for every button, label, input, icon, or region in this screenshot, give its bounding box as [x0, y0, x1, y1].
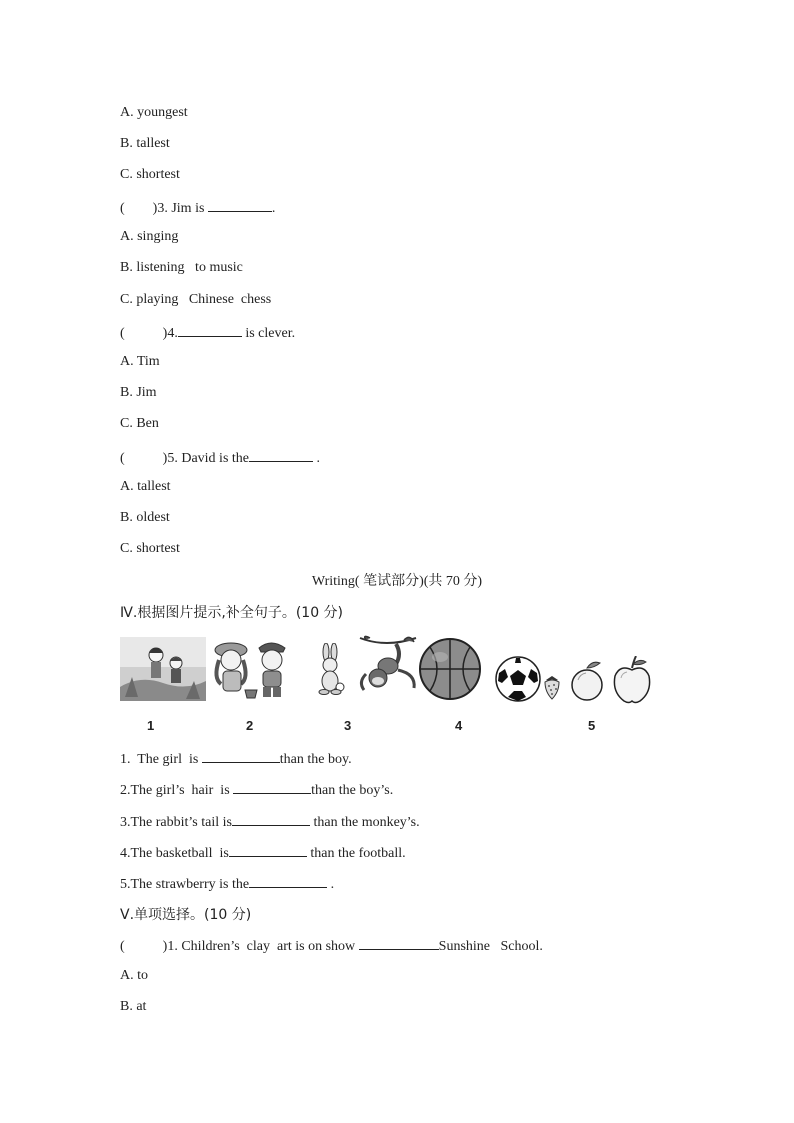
option-b: B. listening to music [120, 260, 243, 275]
question-text: 5. David is the [167, 451, 249, 466]
option-c: C. shortest [120, 541, 180, 556]
picture-label-3: 3 [344, 718, 352, 733]
option-b: B. Jim [120, 385, 157, 400]
section-5-question-1 [120, 935, 543, 956]
option-a: A. tallest [120, 479, 171, 494]
picture-label-5: 5 [588, 718, 596, 733]
sentence-text: 1. The girl is [120, 752, 202, 767]
option-c: C. shortest [120, 167, 180, 182]
option-a: A. youngest [120, 105, 188, 120]
strawberry-icon [542, 674, 562, 700]
sentence-text-end: than the monkey’s. [309, 815, 420, 830]
sentence-1 [120, 748, 352, 769]
orange-icon [570, 660, 604, 702]
monkey-icon [356, 634, 420, 694]
girl-boy-playing-picture [120, 637, 206, 701]
picture-label-2: 2 [246, 718, 254, 733]
sentence-text-end: than the boy’s. [311, 783, 394, 798]
question-4 [120, 322, 295, 343]
sentence-4 [120, 842, 406, 863]
answer-paren-close: ) [162, 326, 168, 341]
answer-paren-open: ( [120, 201, 125, 216]
option-a: A. singing [120, 229, 179, 244]
sentence-3 [120, 811, 420, 832]
sentence-text-end: than the football. [306, 846, 406, 861]
fill-blank[interactable] [249, 873, 327, 888]
apple-icon [612, 656, 652, 704]
answer-paren-open: ( [120, 326, 125, 341]
option-b: B. tallest [120, 136, 170, 151]
answer-paren-open: ( [120, 939, 125, 954]
question-text-end: . [313, 451, 320, 466]
section-4-title: Ⅳ.根据图片提示,补全句子。(10 分) [120, 605, 344, 621]
fill-blank[interactable] [208, 197, 272, 212]
fill-blank[interactable] [178, 322, 242, 337]
sentence-text-end: than the boy. [279, 752, 352, 767]
question-text-end: . [271, 201, 276, 216]
option-c: C. playing Chinese chess [120, 292, 272, 307]
sentence-text: 5.The strawberry is the [120, 877, 250, 892]
question-5 [120, 447, 320, 468]
option-c: C. Ben [120, 416, 159, 431]
girl-boy-hair-picture [207, 638, 297, 700]
fill-blank[interactable] [229, 842, 307, 857]
sentence-text: 2.The girl’s hair is [120, 783, 234, 798]
football-icon [494, 655, 542, 703]
option-b: B. at [120, 999, 147, 1014]
option-b: B. oldest [120, 510, 170, 525]
question-3 [120, 197, 275, 218]
question-text: 3. Jim is [157, 201, 208, 216]
sentence-text: 4.The basketball is [120, 846, 229, 861]
sentence-text: 3.The rabbit’s tail is [120, 815, 232, 830]
answer-paren-close: ) [162, 451, 168, 466]
picture-label-1: 1 [147, 718, 155, 733]
answer-paren-close: ) [162, 939, 168, 954]
question-text-end: Sunshine School. [438, 939, 543, 954]
picture-label-4: 4 [455, 718, 463, 733]
sentence-2 [120, 779, 393, 800]
fill-blank[interactable] [202, 748, 280, 763]
sentence-text-end: . [327, 877, 335, 892]
option-a: A. Tim [120, 354, 160, 369]
question-text: 1. Children’s clay art is on show [167, 939, 359, 954]
fill-blank[interactable] [232, 811, 310, 826]
fill-blank[interactable] [249, 447, 313, 462]
basketball-icon [418, 637, 482, 701]
rabbit-icon [312, 643, 350, 695]
option-a: A. to [120, 968, 148, 983]
answer-paren-close: ) [152, 201, 158, 216]
sentence-5 [120, 873, 334, 894]
writing-section-title: Writing( 笔试部分)(共 70 分) [311, 574, 483, 589]
fill-blank[interactable] [359, 935, 439, 950]
question-text: 4. [167, 326, 178, 341]
fill-blank[interactable] [233, 779, 311, 794]
answer-paren-open: ( [120, 451, 125, 466]
section-5-title: Ⅴ.单项选择。(10 分) [120, 907, 252, 923]
question-text-end: is clever. [241, 326, 296, 341]
